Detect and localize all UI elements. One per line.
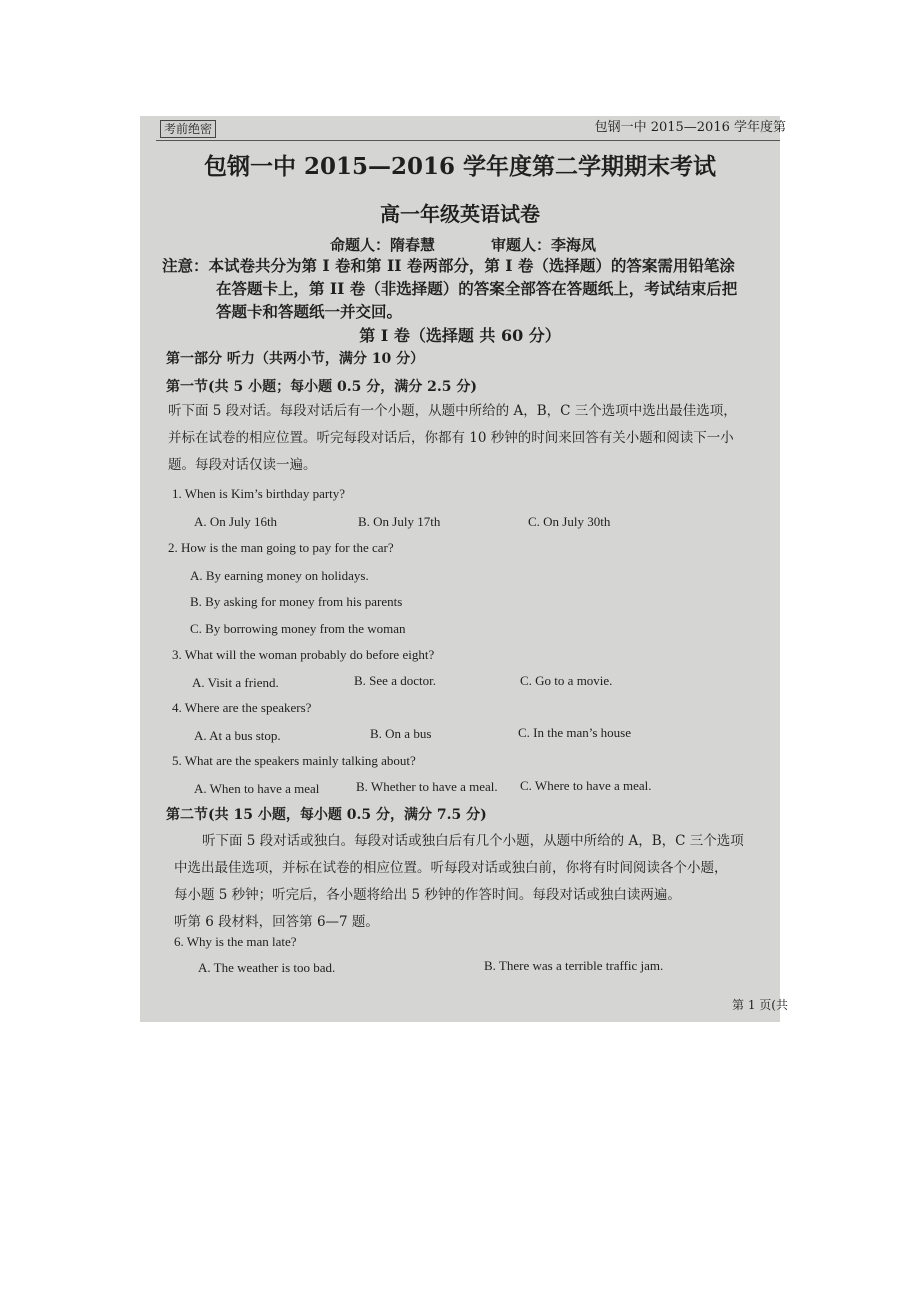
sec1-title: 第一节(共 5 小题；每小题 0.5 分，满分 2.5 分) <box>166 379 477 395</box>
author: 命题人：隋春慧 <box>330 236 436 254</box>
q1-option-b: B. On July 17th <box>358 514 441 529</box>
question-1: 1. When is Kim’s birthday party? <box>172 486 346 501</box>
q6-option-a: A. The weather is too bad. <box>198 960 336 975</box>
q5-option-c: C. Where to have a meal. <box>520 778 652 793</box>
notice <box>162 254 782 323</box>
q3-option-a: A. Visit a friend. <box>192 675 279 690</box>
q1-option-a: A. On July 16th <box>194 514 278 529</box>
reviewer: 审题人：李海凤 <box>491 236 597 254</box>
header-rule <box>156 140 780 141</box>
sec2-instr-1: 听下面 5 段对话或独白。每段对话或独白后有几个小题，从题中所给的 A，B，C 三个选项 <box>202 833 744 849</box>
part-title: 第 I 卷（选择题 共 60 分） <box>359 326 561 345</box>
sec2-instr-3: 每小题 5 秒钟；听完后，各小题将给出 5 秒钟的作答时间。每段对话或独白读两遍。 <box>174 887 681 903</box>
question-5: 5. What are the speakers mainly talking about? <box>172 753 416 768</box>
sec1-instr-2: 并标在试卷的相应位置。听完每段对话后，你都有 10 秒钟的时间来回答有关小题和阅读下一小 <box>168 430 734 446</box>
q4-option-b: B. On a bus <box>370 726 432 741</box>
authors-line <box>330 234 652 255</box>
page-number: 第 1 页(共 <box>732 998 788 1012</box>
sec2-instr-4: 听第 6 段材料，回答第 6—7 题。 <box>174 914 379 930</box>
q3-option-b: B. See a doctor. <box>354 673 436 688</box>
exam-page <box>140 116 788 1022</box>
notice-line-3: 答题卡和答题纸一并交回。 <box>216 302 403 321</box>
q3-option-c: C. Go to a movie. <box>520 673 613 688</box>
confidential-stamp: 考前绝密 <box>160 120 216 138</box>
q1-option-c: C. On July 30th <box>528 514 611 529</box>
q5-option-b: B. Whether to have a meal. <box>356 779 498 794</box>
sec1-instr-1: 听下面 5 段对话。每段对话后有一个小题，从题中所给的 A，B，C 三个选项中选出最佳选项， <box>168 403 737 419</box>
section-title: 第一部分 听力（共两小节，满分 10 分） <box>166 351 425 367</box>
q2-option-a: A. By earning money on holidays. <box>190 568 369 583</box>
notice-line-2: 在答题卡上，第 II 卷（非选择题）的答案全部答在答题纸上，考试结束后把 <box>216 279 738 298</box>
exam-title: 包钢一中 2015—2016 学年度第二学期期末考试 <box>203 153 717 180</box>
q2-option-b: B. By asking for money from his parents <box>190 594 403 609</box>
question-6: 6. Why is the man late? <box>174 934 297 949</box>
q6-option-b: B. There was a terrible traffic jam. <box>484 958 664 973</box>
sec1-instructions <box>168 398 780 479</box>
q5-option-a: A. When to have a meal <box>194 781 320 796</box>
q4-option-a: A. At a bus stop. <box>194 728 281 743</box>
sec2-instr-2: 中选出最佳选项，并标在试卷的相应位置。听每段对话或独白前，你将有时间阅读各个小题， <box>174 860 728 876</box>
exam-subtitle: 高一年级英语试卷 <box>380 202 540 226</box>
sec2-instructions <box>174 828 786 936</box>
question-2: 2. How is the man going to pay for the car? <box>168 540 394 555</box>
question-3: 3. What will the woman probably do before eight? <box>172 647 435 662</box>
running-head: 包钢一中 2015—2016 学年度第 <box>594 120 786 135</box>
q2-option-c: C. By borrowing money from the woman <box>190 621 406 636</box>
notice-line-1: 注意：本试卷共分为第 I 卷和第 II 卷两部分，第 I 卷（选择题）的答案需用铅笔涂 <box>162 256 735 275</box>
sec1-instr-3: 题。每段对话仅读一遍。 <box>168 457 317 473</box>
sec2-title: 第二节(共 15 小题，每小题 0.5 分，满分 7.5 分) <box>166 807 487 823</box>
q4-option-c: C. In the man’s house <box>518 725 632 740</box>
question-4: 4. Where are the speakers? <box>172 700 312 715</box>
